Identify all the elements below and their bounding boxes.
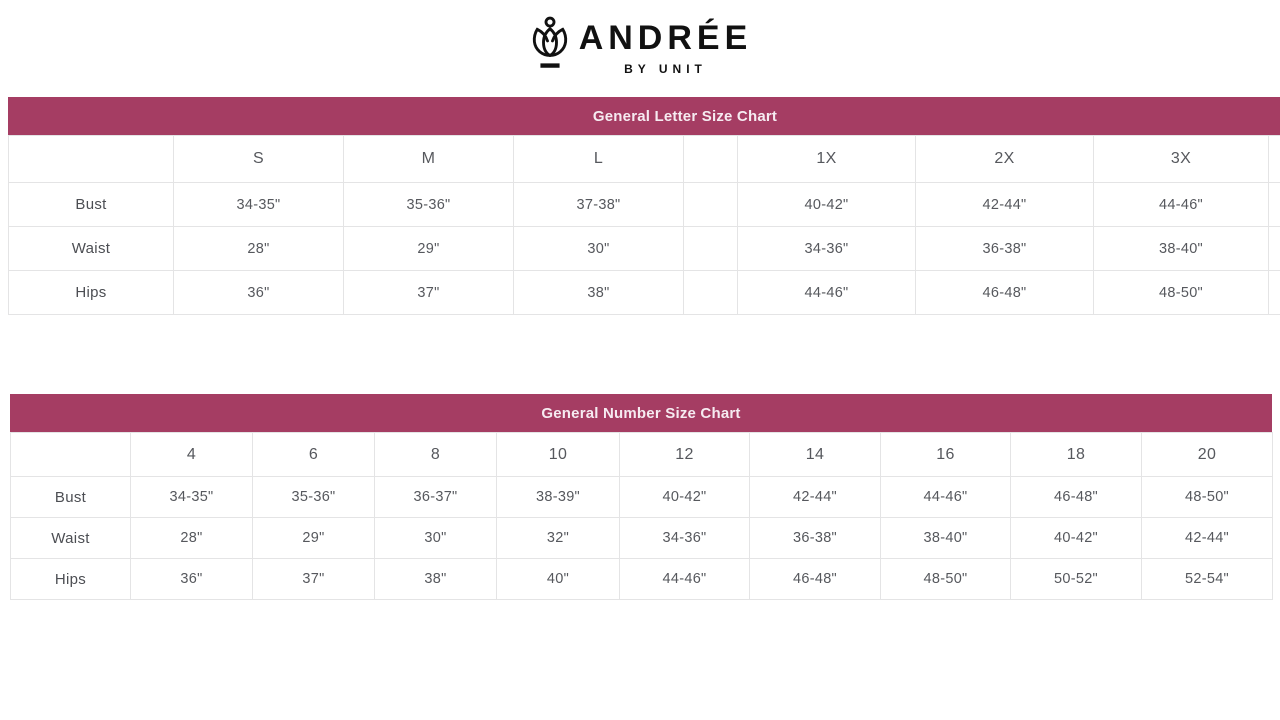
size-cell: 37": [344, 271, 514, 315]
clipped-cell: [1269, 183, 1280, 227]
size-column-header: 3X: [1094, 136, 1269, 183]
size-column-header: 20: [1142, 433, 1273, 477]
size-cell: 34-36": [738, 227, 916, 271]
size-cell: 36": [174, 271, 344, 315]
size-cell: 40": [497, 559, 620, 600]
tulip-flower-icon: [528, 13, 572, 81]
corner-cell: [9, 136, 174, 183]
size-column-header: 8: [375, 433, 497, 477]
page-header: [0, 0, 1280, 97]
measurement-row-waist: [11, 518, 1273, 559]
number-header-row: [11, 433, 1273, 477]
size-column-header: 16: [881, 433, 1011, 477]
brand-name: ANDRÉE: [578, 19, 753, 57]
clipped-cell: [1269, 271, 1280, 315]
brand-tagline: BY UNIT: [624, 62, 707, 76]
size-column-header: 6: [253, 433, 375, 477]
letter-chart-title-bar: [8, 97, 1280, 135]
size-cell: 44-46": [881, 477, 1011, 518]
brand-text-block: [579, 13, 753, 76]
size-cell: 48-50": [1142, 477, 1273, 518]
size-cell: 44-46": [620, 559, 750, 600]
size-column-header: 4: [131, 433, 253, 477]
size-column-header: 14: [750, 433, 881, 477]
size-cell: 35-36": [344, 183, 514, 227]
size-cell: 40-42": [738, 183, 916, 227]
spacer-cell: [684, 271, 738, 315]
size-cell: 40-42": [1011, 518, 1142, 559]
size-cell: 42-44": [1142, 518, 1273, 559]
letter-size-chart-section: [8, 97, 1280, 315]
measurement-label: Bust: [11, 477, 131, 518]
size-cell: 38": [375, 559, 497, 600]
size-cell: 28": [174, 227, 344, 271]
spacer-cell: [684, 227, 738, 271]
measurement-row-bust: [9, 183, 1280, 227]
size-cell: 40-42": [620, 477, 750, 518]
number-chart-title-bar: [10, 394, 1272, 432]
measurement-label: Bust: [9, 183, 174, 227]
size-cell: 30": [514, 227, 684, 271]
size-cell: 38-40": [881, 518, 1011, 559]
size-cell: 48-50": [1094, 271, 1269, 315]
number-size-table: [10, 432, 1273, 600]
measurement-row-bust: [11, 477, 1273, 518]
size-cell: 50-52": [1011, 559, 1142, 600]
spacer-column-header: [684, 136, 738, 183]
corner-cell: [11, 433, 131, 477]
size-cell: 52-54": [1142, 559, 1273, 600]
size-cell: 44-46": [1094, 183, 1269, 227]
size-cell: 34-36": [620, 518, 750, 559]
size-cell: 32": [497, 518, 620, 559]
size-cell: 38-39": [497, 477, 620, 518]
size-cell: 35-36": [253, 477, 375, 518]
clipped-cell: [1269, 227, 1280, 271]
size-cell: 30": [375, 518, 497, 559]
clipped-column-header: [1269, 136, 1280, 183]
brand-logo: [528, 13, 753, 97]
size-cell: 46-48": [1011, 477, 1142, 518]
size-cell: 29": [344, 227, 514, 271]
size-cell: 38": [514, 271, 684, 315]
size-column-header: S: [174, 136, 344, 183]
size-cell: 36-38": [750, 518, 881, 559]
measurement-label: Waist: [11, 518, 131, 559]
size-cell: 48-50": [881, 559, 1011, 600]
size-cell: 36": [131, 559, 253, 600]
measurement-row-hips: [9, 271, 1280, 315]
size-column-header: 1X: [738, 136, 916, 183]
size-column-header: L: [514, 136, 684, 183]
measurement-row-hips: [11, 559, 1273, 600]
size-cell: 37": [253, 559, 375, 600]
size-column-header: 12: [620, 433, 750, 477]
letter-chart-title: General Letter Size Chart: [592, 107, 778, 125]
size-column-header: 10: [497, 433, 620, 477]
size-cell: 37-38": [514, 183, 684, 227]
size-cell: 29": [253, 518, 375, 559]
size-column-header: 2X: [916, 136, 1094, 183]
size-cell: 42-44": [916, 183, 1094, 227]
measurement-label: Hips: [9, 271, 174, 315]
size-column-header: M: [344, 136, 514, 183]
size-cell: 46-48": [916, 271, 1094, 315]
letter-size-table: [8, 135, 1280, 315]
measurement-label: Waist: [9, 227, 174, 271]
measurement-label: Hips: [11, 559, 131, 600]
spacer-cell: [684, 183, 738, 227]
size-cell: 36-38": [916, 227, 1094, 271]
size-cell: 46-48": [750, 559, 881, 600]
size-cell: 38-40": [1094, 227, 1269, 271]
size-cell: 42-44": [750, 477, 881, 518]
number-chart-title: General Number Size Chart: [541, 404, 741, 422]
size-cell: 34-35": [131, 477, 253, 518]
size-cell: 34-35": [174, 183, 344, 227]
size-cell: 44-46": [738, 271, 916, 315]
letter-header-row: [9, 136, 1280, 183]
number-size-chart-section: [10, 394, 1272, 600]
size-cell: 28": [131, 518, 253, 559]
size-column-header: 18: [1011, 433, 1142, 477]
measurement-row-waist: [9, 227, 1280, 271]
size-cell: 36-37": [375, 477, 497, 518]
